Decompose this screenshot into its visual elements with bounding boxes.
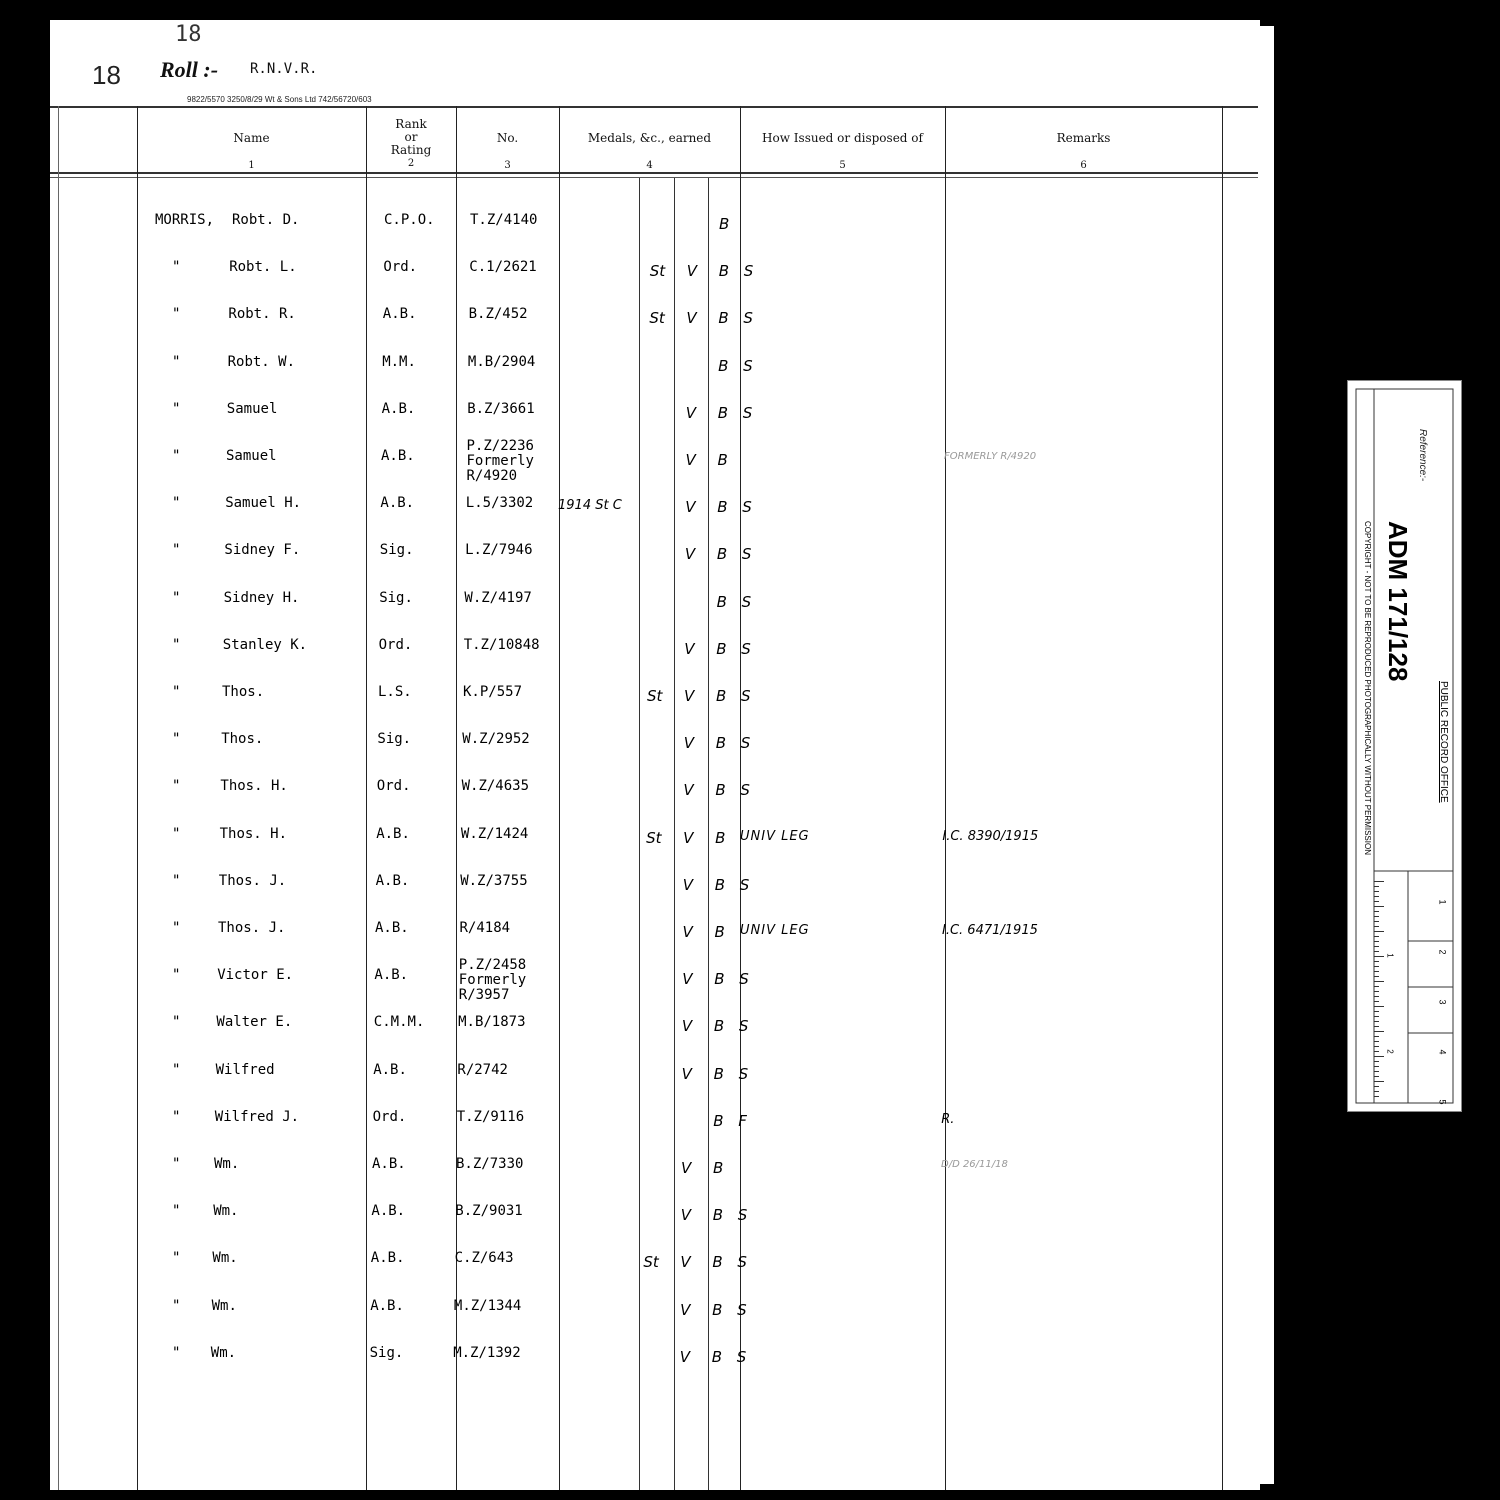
entry-rank: A.B. (371, 1203, 406, 1220)
entry-medal-british: B (716, 545, 728, 564)
entry-medal-british: B (714, 923, 725, 941)
entry-rank: A.B. (376, 825, 410, 842)
scale-tick (1374, 901, 1379, 902)
reference-copyright: COPYRIGHT - NOT TO BE REPRODUCED PHOTOGRAPHICALLY WITHOUT PERMISSION (1363, 521, 1372, 855)
scale-tick (1374, 961, 1379, 962)
scale-tick (1374, 1096, 1379, 1097)
entry-number: T.Z/10848 (463, 636, 540, 653)
entry-number: T.Z/4140 (470, 212, 538, 228)
entry-surname: " (172, 1061, 181, 1078)
entry-medal-victory: V (680, 1300, 691, 1319)
entry-issue-code: S (743, 262, 754, 281)
scale-tick (1374, 881, 1384, 882)
entry-medal-star: St (643, 1253, 659, 1272)
entry-name: Samuel H. (225, 495, 302, 512)
scale-tick (1374, 1006, 1384, 1007)
entry-medal-british: B (712, 1300, 723, 1319)
roll-entry (50, 874, 1260, 914)
entry-issue-code: S (742, 403, 753, 422)
entry-medal-star: St (647, 687, 663, 705)
entry-number: L.5/3302 (465, 495, 534, 512)
entry-medal-star: St (649, 262, 666, 281)
entry-medal-victory: V (686, 309, 697, 328)
top-rule (50, 106, 1260, 108)
entry-name: Thos. H. (220, 778, 288, 795)
scale-label: 4 (1437, 1049, 1448, 1055)
col-header-name: Name 1 (233, 131, 270, 171)
entry-rank: A.B. (372, 1156, 406, 1172)
printer-line: 9822/5570 3250/8/29 Wt & Sons Ltd 742/56720/603 (187, 95, 372, 104)
roll-entry (50, 921, 1260, 961)
entry-medal-british: B (717, 498, 728, 517)
entry-surname: " (172, 920, 181, 936)
entry-surname: " (172, 353, 181, 370)
entry-medal-british: B (719, 215, 730, 233)
entry-rank: A.B. (373, 1061, 407, 1078)
reference-code: ADM 171/128 (1383, 521, 1413, 682)
entry-number: W.Z/4197 (464, 589, 532, 606)
entry-rank: Sig. (379, 589, 413, 606)
entry-rank: A.B. (380, 495, 415, 512)
entry-medal-victory: V (684, 687, 695, 705)
entry-medal-british: B (714, 875, 726, 894)
entry-medal-british: B (717, 403, 729, 422)
entry-name: Wilfred J. (214, 1108, 300, 1125)
scale-tick (1374, 931, 1384, 932)
entry-surname: " (172, 542, 181, 559)
entry-surname: " (172, 1156, 181, 1172)
entry-rank: A.B. (370, 1250, 405, 1267)
scale-tick (1374, 911, 1379, 912)
entry-number: B.Z/452 (468, 306, 528, 323)
entry-issue-code: S (740, 734, 751, 753)
entry-name: Wm. (213, 1203, 239, 1220)
entry-medal-victory: V (685, 403, 697, 422)
entry-number: C.1/2621 (469, 259, 537, 276)
entry-name: Samuel (226, 400, 278, 417)
entry-issue-code: S (741, 545, 752, 564)
roll-entry (50, 1015, 1260, 1055)
entry-issue-code: S (739, 875, 750, 894)
scale-tick (1374, 1041, 1379, 1042)
roll-entry (50, 307, 1260, 347)
scale-tick (1374, 891, 1379, 892)
entry-medal-star: St (646, 828, 662, 847)
entry-surname: " (172, 731, 181, 748)
entry-number: W.Z/1424 (460, 825, 529, 842)
entry-medal-british: B (716, 639, 727, 658)
scale-label: 2 (1437, 949, 1448, 955)
entry-remarks: R. (941, 1111, 955, 1127)
entry-medal-british: B (712, 1253, 723, 1272)
scale-tick (1374, 996, 1379, 997)
entry-medal-victory: V (682, 970, 693, 989)
scale-tick (1374, 976, 1379, 977)
entry-number: M.B/2904 (467, 353, 536, 370)
scale-tick (1374, 1061, 1379, 1062)
entry-medal-british: B (713, 1111, 724, 1130)
roll-entry (50, 1157, 1260, 1197)
header-bottom-rule (50, 172, 1260, 174)
scale-tick (1374, 886, 1379, 887)
entry-rank: A.B. (382, 306, 417, 323)
entry-medal-british: B (711, 1347, 723, 1366)
entry-medal-british: B (715, 781, 726, 800)
scale-tick (1374, 1071, 1379, 1072)
entry-surname: " (172, 448, 181, 464)
entry-name: Wm. (212, 1250, 238, 1267)
entry-name: Thos. H. (219, 825, 288, 842)
entry-number: M.Z/1344 (453, 1297, 522, 1314)
entry-name: Walter E. (216, 1014, 293, 1031)
reference-office: PUBLIC RECORD OFFICE (1438, 681, 1449, 803)
roll-entry (50, 591, 1260, 631)
entry-rank: A.B. (375, 920, 409, 936)
roll-entry (50, 957, 1260, 1008)
entry-name: Wilfred (215, 1061, 275, 1078)
entry-rank: Ord. (372, 1108, 407, 1125)
entry-number: W.Z/2952 (462, 731, 530, 748)
scale-tick (1374, 1031, 1384, 1032)
scale-tick (1374, 1051, 1379, 1052)
entry-rank: Sig. (379, 542, 414, 559)
entry-name: Robt. R. (228, 306, 296, 323)
entry-issue-code: F (738, 1111, 747, 1130)
scale-tick (1374, 951, 1379, 952)
scale-tick (1374, 986, 1379, 987)
entry-remarks: I.C. 6471/1915 (942, 923, 1038, 938)
entry-number: K.P/557 (463, 684, 523, 700)
entry-number: W.Z/4635 (461, 778, 530, 795)
header-bottom-rule-2 (50, 177, 1260, 178)
roll-entry (50, 827, 1260, 867)
scale-label: 1 (1437, 899, 1448, 905)
entry-surname: " (172, 1344, 181, 1361)
entry-rank: A.B. (375, 872, 410, 889)
entry-surname: " (172, 400, 181, 417)
col-header-remarks: Remarks 6 (1056, 131, 1111, 171)
roll-entry (50, 1251, 1260, 1291)
entry-rank: Ord. (376, 778, 411, 795)
entry-surname: " (172, 259, 181, 276)
entry-surname: " (172, 778, 181, 795)
roll-entry (50, 496, 1260, 536)
reference-heading: Reference:- (1417, 429, 1428, 482)
entry-rank: A.B. (370, 1297, 404, 1314)
entry-number: W.Z/3755 (460, 872, 528, 889)
entry-surname: " (172, 495, 181, 512)
entry-surname: " (172, 1297, 181, 1314)
entry-number: B.Z/9031 (455, 1203, 523, 1220)
entry-medal-british: B (715, 734, 726, 753)
col-header-rank: Rank or Rating 2 (390, 117, 432, 169)
entry-medal-british: B (713, 1159, 724, 1177)
scale-tick (1374, 936, 1379, 937)
scale-tick (1374, 1066, 1379, 1067)
col-header-medals: Medals, &c., earned 4 (587, 131, 712, 171)
roll-entry (50, 1299, 1260, 1339)
entry-surname: " (172, 1250, 181, 1267)
reference-card (1347, 380, 1462, 1155)
entry-remarks: I.C. 8390/1915 (942, 828, 1039, 844)
entry-medal-victory: V (683, 828, 694, 847)
entry-number: B.Z/3661 (467, 400, 535, 417)
entry-issue-code: S (737, 1206, 748, 1225)
scale-tick (1374, 1021, 1379, 1022)
entry-medal-victory: V (679, 1347, 691, 1366)
scale-tick (1374, 946, 1379, 947)
scale-tick (1374, 1081, 1384, 1082)
scale-tick (1374, 1056, 1384, 1057)
entry-surname: " (172, 589, 181, 606)
entry-medal-british: B (718, 356, 729, 375)
scale-tick (1374, 966, 1379, 967)
scale-tick (1374, 906, 1384, 907)
entry-remarks: D/D 26/11/18 (941, 1159, 1008, 1170)
scale-tick (1374, 896, 1379, 897)
scale-tick (1374, 926, 1379, 927)
entry-name: Robt. W. (227, 353, 296, 370)
scale-label: 3 (1437, 999, 1448, 1005)
roll-value: R.N.V.R. (250, 61, 318, 77)
entry-number: P.Z/2458 Formerly R/3957 (458, 957, 527, 1004)
entry-number: B.Z/7330 (456, 1156, 524, 1172)
entry-medal-victory: V (685, 498, 696, 517)
roll-entry (50, 543, 1260, 583)
entry-issue-code: S (739, 970, 749, 989)
entry-rank: C.M.M. (373, 1014, 425, 1031)
roll-entry (50, 260, 1260, 300)
entry-issue-code: S (738, 1064, 749, 1083)
entry-surname: " (172, 1014, 181, 1031)
scale-label-small: 1 (1385, 953, 1395, 958)
entry-number: C.Z/643 (454, 1250, 514, 1267)
entry-surname: " (172, 1108, 181, 1125)
entry-name: Sidney F. (224, 542, 301, 559)
entry-surname: " (172, 872, 181, 889)
entry-name: Stanley K. (222, 636, 308, 653)
entry-surname: " (172, 636, 181, 653)
entry-number: L.Z/7946 (465, 542, 533, 559)
scale-tick (1374, 941, 1379, 942)
entry-name: Wm. (210, 1344, 237, 1361)
entry-rank: Sig. (369, 1344, 404, 1361)
entry-surname: " (172, 684, 181, 700)
entry-issue-code: S (741, 639, 751, 658)
entry-surname: " (172, 306, 181, 323)
entry-issue-code: S (742, 498, 752, 517)
scale-tick (1374, 1016, 1379, 1017)
scale-tick (1374, 1026, 1379, 1027)
roll-entry (50, 732, 1260, 772)
entry-name: Samuel (226, 448, 277, 464)
entry-issue-code: S (738, 1017, 749, 1036)
entry-name: Robt. D. (232, 212, 300, 228)
roll-entry (50, 355, 1260, 395)
page-number: 18 (92, 60, 121, 90)
entry-medal-victory: V (682, 923, 693, 941)
entry-number: M.B/1873 (458, 1014, 526, 1031)
roll-entry (50, 779, 1260, 819)
roll-entry (50, 1204, 1260, 1244)
scale-tick (1374, 1001, 1379, 1002)
entry-rank: Sig. (377, 731, 412, 748)
entry-name: Sidney H. (223, 589, 300, 606)
scale-tick (1374, 991, 1379, 992)
entry-issue-code: S (740, 781, 750, 800)
entry-surname: MORRIS, (155, 212, 215, 228)
entry-number: R/2742 (457, 1061, 508, 1078)
page-edge (1258, 26, 1274, 1484)
entry-medal-victory: V (680, 1206, 691, 1225)
entry-medal-victory: V (681, 1017, 693, 1036)
entry-issued: UNIV LEG (740, 828, 810, 844)
page-number-stamp: 18 (175, 22, 202, 47)
entry-medal-victory: V (683, 781, 694, 800)
entry-medal-victory: V (683, 734, 694, 753)
scale-tick (1374, 1086, 1379, 1087)
entry-star-note: 1914 St C (558, 498, 622, 514)
roll-entry (50, 1346, 1260, 1386)
entry-issue-code: S (737, 1253, 747, 1272)
entry-rank: C.P.O. (384, 212, 435, 228)
entry-medal-british: B (714, 970, 725, 989)
entry-issue-code: S (741, 687, 751, 705)
entry-medal-british: B (715, 828, 726, 847)
entry-number: P.Z/2236 Formerly R/4920 (466, 438, 534, 484)
entry-issue-code: S (736, 1347, 747, 1366)
entry-surname: " (172, 1203, 181, 1220)
col-header-no: No. 3 (496, 131, 519, 171)
entry-surname: " (172, 825, 181, 842)
entry-medal-british: B (713, 1017, 725, 1036)
scale-tick (1374, 916, 1379, 917)
entry-rank: L.S. (378, 684, 412, 700)
entry-remarks: FORMERLY R/4920 (944, 451, 1037, 462)
entry-rank: A.B. (381, 448, 415, 464)
entry-medal-british: B (718, 262, 729, 281)
entry-number: M.Z/1392 (453, 1344, 521, 1361)
entry-issue-code: S (743, 356, 753, 375)
roll-entry (50, 685, 1260, 725)
roll-entry (50, 213, 1260, 253)
entry-name: Robt. L. (229, 259, 297, 276)
entry-issued: UNIV LEG (740, 923, 810, 938)
entry-medal-british: B (716, 687, 727, 705)
entry-rank: Ord. (378, 636, 413, 653)
entry-issue-code: S (741, 592, 752, 611)
entry-medal-victory: V (681, 1159, 692, 1177)
roll-entry (50, 1063, 1260, 1103)
scale-tick (1374, 1091, 1379, 1092)
scale-tick (1374, 981, 1384, 982)
entry-number: R/4184 (459, 920, 511, 936)
entry-medal-victory: V (680, 1253, 691, 1272)
entry-name: Thos. J. (218, 920, 286, 936)
entry-name: Thos. (221, 731, 264, 748)
entry-medal-british: B (717, 451, 728, 469)
roll-entry (50, 1110, 1260, 1150)
scale-label: 6 (1437, 1149, 1448, 1155)
scale-tick (1374, 921, 1379, 922)
entry-medal-victory: V (684, 545, 696, 564)
entry-rank: M.M. (382, 353, 416, 370)
entry-rank: Ord. (383, 259, 418, 276)
entry-medal-british: B (713, 1064, 724, 1083)
roll-entry (50, 438, 1260, 489)
entry-name: Thos. J. (218, 872, 287, 889)
scale-tick (1374, 1076, 1379, 1077)
scale-tick (1374, 1036, 1379, 1037)
entry-medal-victory: V (681, 1064, 692, 1083)
entry-name: Thos. (222, 684, 265, 700)
roll-entry (50, 402, 1260, 442)
entry-issue-code: S (737, 1300, 747, 1319)
roll-label: Roll :- (160, 57, 219, 82)
scale-tick (1374, 956, 1384, 957)
entry-name: Victor E. (217, 967, 294, 984)
scale-tick (1374, 1046, 1379, 1047)
roll-page (50, 20, 1260, 1490)
roll-entry (50, 638, 1260, 678)
entry-medal-british: B (718, 309, 729, 328)
entry-medal-victory: V (684, 639, 695, 658)
entry-medal-british: B (712, 1206, 723, 1225)
entry-name: Wm. (211, 1297, 237, 1314)
entry-medal-british: B (716, 592, 727, 611)
entry-medal-victory: V (682, 875, 694, 894)
entry-issue-code: S (743, 309, 753, 328)
entry-medal-victory: V (686, 262, 697, 281)
scale-label: 5 (1437, 1099, 1448, 1105)
entry-medal-star: St (649, 309, 665, 328)
entry-rank: A.B. (374, 967, 409, 984)
col-header-issued: How Issued or disposed of 5 (762, 131, 923, 171)
scale-label-small: 2 (1385, 1049, 1395, 1054)
entry-surname: " (172, 967, 181, 984)
entry-number: T.Z/9116 (456, 1108, 525, 1125)
entry-name: Wm. (214, 1156, 240, 1172)
entry-rank: A.B. (381, 400, 416, 417)
scale-tick (1374, 1011, 1379, 1012)
scale-tick (1374, 971, 1379, 972)
entry-medal-victory: V (685, 451, 696, 469)
